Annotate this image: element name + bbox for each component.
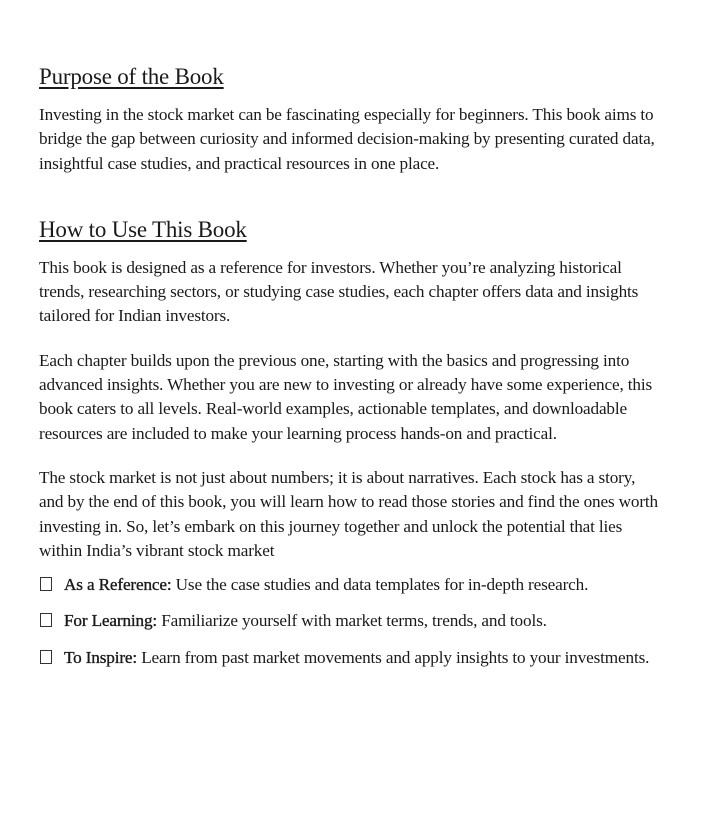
bullet-term: As a Reference: [64,575,172,595]
usage-list [39,573,663,670]
bullet-term: For Learning: [64,611,158,631]
how-to-use-paragraph-3: The stock market is not just about numbers; it is about narratives. Each stock has a story, and by the end of this book, you will learn how to read those stories and find the ones worth investing in. So, let’s embark on this journey together and unlock the potential that lies within India’s vibrant stock market [39,467,659,560]
how-to-use-heading: How to Use This Book [39,216,247,242]
list-item [39,573,663,597]
bullet-text: Learn from past market movements and apply insights to your investments. [137,647,650,667]
list-item [39,646,663,670]
how-to-use-paragraph-2: Each chapter builds upon the previous one, starting with the basics and progressing into advanced insights. Whether you are new to investing or already have some experience, this book caters to all levels. Real-world examples, actionable templates, and downloadable resources are included to make your learning process hands-on and practical. [39,350,652,443]
checkbox-bullet-icon [40,650,52,664]
bullet-text: Use the case studies and data templates for in-depth research. [171,575,589,595]
purpose-paragraph: Investing in the stock market can be fascinating especially for beginners. This book aims to bridge the gap between curiosity and informed decision-making by presenting curated data, insightful case studies, and practical resources in one place. [39,105,655,173]
how-to-use-paragraph-1: This book is designed as a reference for investors. Whether you’re analyzing historical trends, researching sectors, or studying case studies, each chapter offers data and insights tailored for Indian investors. [39,257,639,326]
checkbox-bullet-icon [40,613,52,627]
bullet-term: To Inspire: [64,647,138,667]
bullet-text: Familiarize yourself with market terms, trends, and tools. [157,611,547,631]
list-item [39,609,663,633]
purpose-heading: Purpose of the Book [39,64,224,89]
document-page [39,62,663,682]
checkbox-bullet-icon [40,577,52,591]
